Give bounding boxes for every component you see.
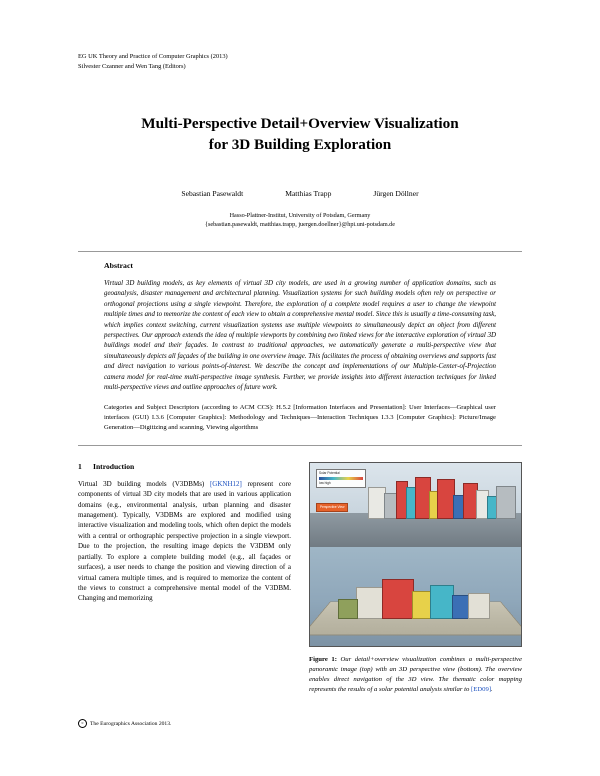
section-number: 1	[78, 461, 82, 471]
perspective-3d-view[interactable]	[310, 547, 521, 646]
building-block	[468, 593, 490, 619]
figure-1-citation[interactable]: [ED09]	[470, 685, 492, 693]
journal-header	[78, 52, 522, 71]
legend-color-bar	[319, 477, 363, 480]
paper-content	[78, 52, 522, 694]
column-left	[78, 462, 291, 695]
building-block	[430, 585, 454, 619]
column-right	[309, 462, 522, 695]
affiliation	[78, 211, 522, 229]
figure-1	[309, 462, 522, 695]
categories-text: Categories and Subject Descriptors (according to ACM CCS): H.5.2 [Information Interfaces and Presentation]: User Interfaces—Graphical user interfaces (GUI) I.3.6 [Computer Graphics]: Methodology and Techniques—Interaction Techniques I.3.3 [Computer Graphics]: Picture/Image Generation—Digitizing and scanning, Viewing algorithms	[104, 404, 496, 432]
header-line-2: Silvester Czanner and Wen Tang (Editors)	[78, 62, 186, 70]
introduction-text-a: Virtual 3D building models (V3DBMs)	[78, 479, 210, 488]
copyright-icon: c	[78, 719, 87, 728]
perspective-view-tab[interactable]: Perspective View	[316, 503, 348, 512]
author-3: Jürgen Döllner	[373, 189, 419, 198]
legend-title: Solar Potential	[319, 471, 340, 476]
section-heading-introduction	[78, 462, 291, 471]
figure-1-label: Figure 1:	[309, 655, 337, 663]
legend-labels: low high	[319, 480, 331, 485]
figure-1-image	[309, 462, 522, 647]
abstract-heading: Abstract	[104, 261, 134, 270]
introduction-citation[interactable]: [GKNH12]	[209, 479, 242, 488]
abstract-section	[78, 251, 522, 446]
figure-1-caption-end: .	[491, 685, 493, 693]
section-title: Introduction	[93, 461, 135, 471]
panorama-building	[496, 486, 516, 519]
affiliation-email-line: {sebastian.pasewaldt, matthias.trapp, juergen.doellner}@hpi.uni-potsdam.de	[204, 221, 396, 228]
solar-potential-legend	[316, 469, 366, 488]
page-title	[78, 113, 522, 155]
building-block	[412, 591, 432, 619]
introduction-paragraph	[78, 479, 291, 604]
two-column-body	[78, 462, 522, 695]
introduction-text-b: represent core components of virtual 3D city models that are used in various application domains (e.g., environmental analysis, urban planning and disaster management). Typically, V3DBMs are explored and modified using interactive visualization and modeling tools, which often depict the models with a central or orthographic perspective projection in a single viewport. Due to the projection, the resulting image depicts the V3DBM only partially. To explore a complete building model (e.g., all façades or surfaces), a user needs to change the position and viewing direction of a virtual camera multiple times, and is required to memorize the content of the views to construct a comprehensive mental model of the V3DBM. Changing and memorizing	[78, 479, 291, 603]
panorama-overview-view[interactable]	[310, 463, 521, 549]
figure-1-caption	[309, 655, 522, 695]
building-block	[338, 599, 358, 619]
building-block	[356, 587, 384, 619]
title-line-2: for 3D Building Exploration	[208, 136, 392, 153]
author-list	[78, 189, 522, 198]
author-1: Sebastian Pasewaldt	[181, 189, 244, 198]
title-line-1: Multi-Perspective Detail+Overview Visualization	[141, 115, 459, 132]
figure-1-caption-text: Our detail+overview visualization combines a multi-perspective panoramic image (top) with an 3D perspective view (bottom). The overview enables direct navigation of the 3D view. The thematic color mapping represents the results of a solar potential analysis similar to	[309, 655, 522, 693]
footer-text: The Eurographics Association 2013.	[90, 720, 172, 727]
building-block	[382, 579, 414, 619]
author-2: Matthias Trapp	[285, 189, 332, 198]
abstract-text: Virtual 3D building models, as key elements of virtual 3D city models, are used in a growing number of application domains, such as geoanalysis, disaster management and architectural planning. Visualization systems for such building models often rely on perspective or orthogonal projections using a single viewpoint. Therefore, the exploration of a complete model requires a user to change the viewpoint multiple times and to memorize the content of each view to obtain a comprehensive mental model. Since this is usually a time-consuming task, which implies context switching, current visualization systems use multiple viewpoints to simultaneously depict an object from different perspectives. Our approach extends the idea of multiple viewports by combining two linked views for the interactive exploration of virtual 3D buildings model and their façades. In contrast to traditional approaches, we automatically generate a multi-perspective view that simultaneously depicts all façades of the building in one overview image. This facilitates the process of obtaining overviews and supports fast and direct navigation to various points-of-interest. We describe the concept and implementations of our Multiple-Center-of-Projection camera model for real-time multi-perspective image synthesis. Further, we provide insights into different interaction techniques for linked multi-perspective views and outline approaches of future work.	[104, 280, 496, 392]
header-line-1: EG UK Theory and Practice of Computer Graphics (2013)	[78, 53, 228, 60]
affiliation-line-1: Hasso-Plattner-Institut, University of Potsdam, Germany	[229, 212, 371, 219]
page-footer	[78, 719, 171, 728]
